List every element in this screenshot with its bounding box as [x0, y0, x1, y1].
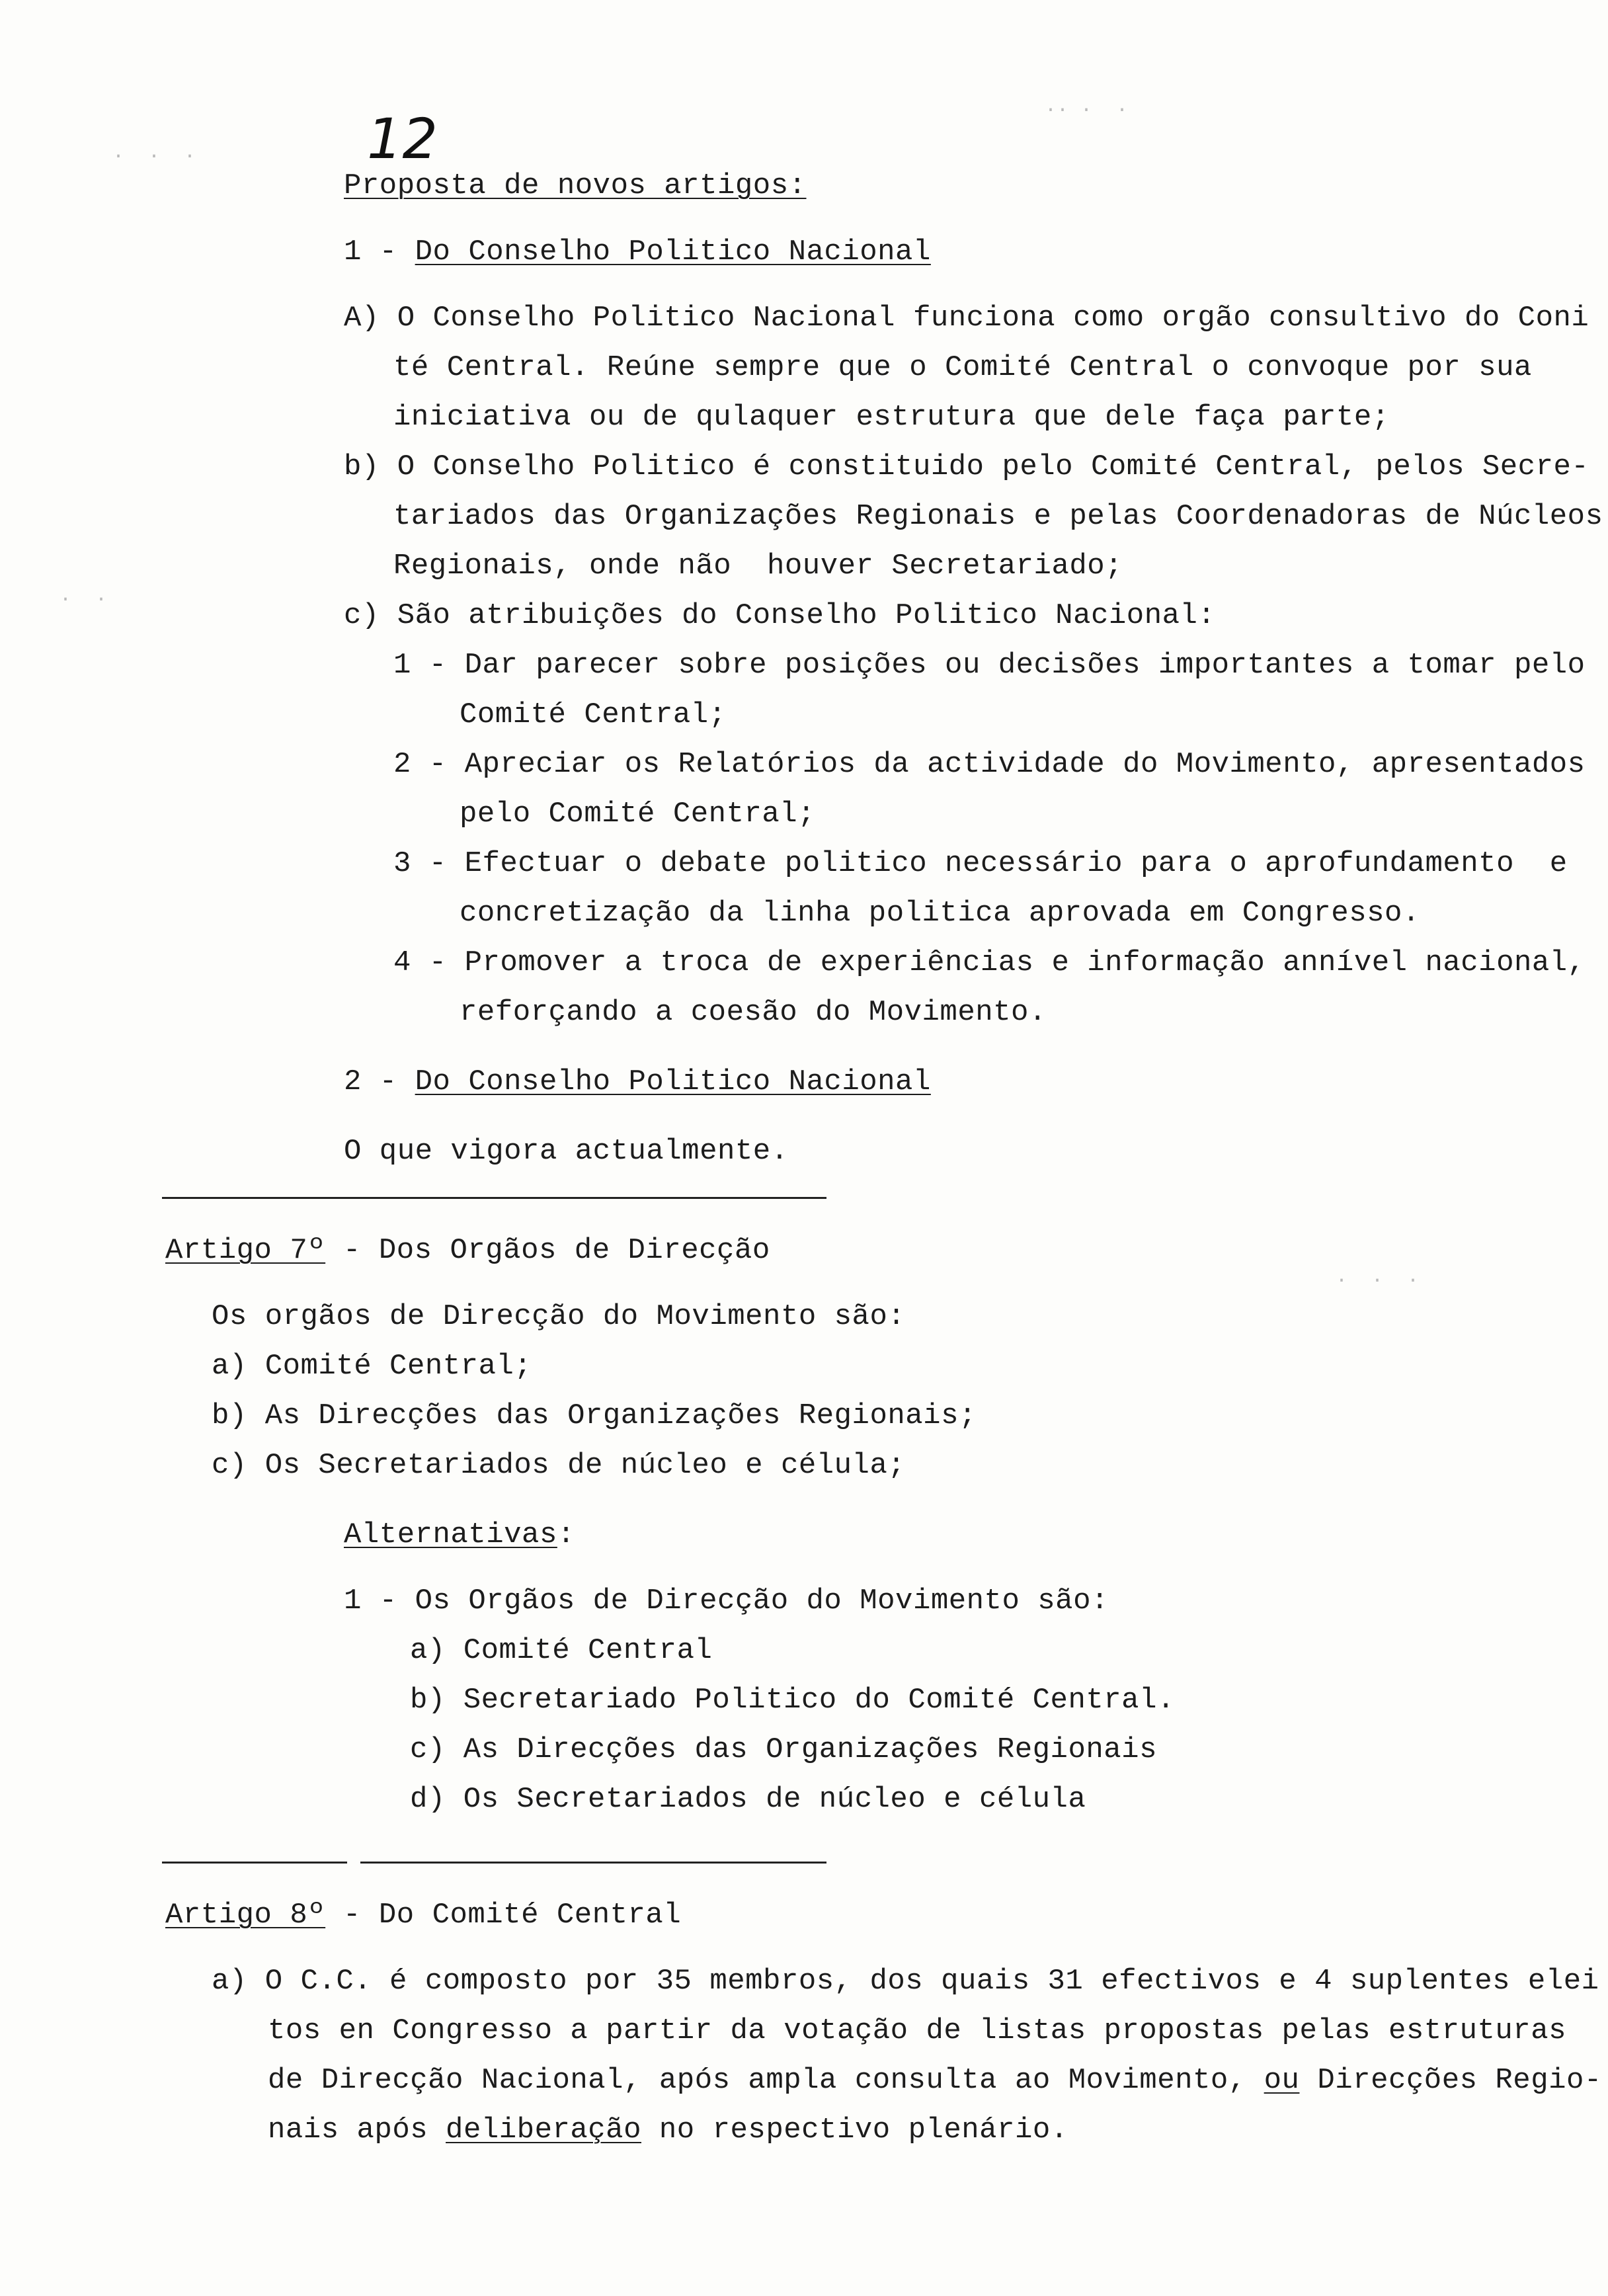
article-7-item-a: a) Comité Central; [212, 1350, 532, 1383]
article-8-line-4-head: nais após [268, 2113, 446, 2147]
item-a-line-3: iniciativa ou de qulaquer estrutura que dele faça parte; [393, 401, 1390, 434]
section-1-heading [344, 235, 931, 269]
sub-item-1-line-1: 1 - Dar parecer sobre posições ou decisões importantes a tomar pelo [393, 649, 1586, 682]
alternative-item-c: c) As Direcções das Organizações Regionais [410, 1733, 1157, 1766]
article-8-line-2: tos en Congresso a partir da votação de listas propostas pelas estruturas [268, 2014, 1567, 2047]
alternative-1: 1 - Os Orgãos de Direcção do Movimento são: [344, 1584, 1109, 1618]
section-2-heading [344, 1065, 931, 1099]
article-8-ou: ou [1264, 2064, 1300, 2097]
sub-item-4-line-2: reforçando a coesão do Movimento. [460, 996, 1047, 1029]
section-2-number: 2 - [344, 1065, 415, 1098]
article-8-line-4 [268, 2113, 1068, 2147]
alternatives-heading [344, 1518, 575, 1552]
handwritten-page-number: 12 [367, 106, 438, 171]
scan-noise: · · · [1336, 1270, 1420, 1292]
article-8-deliberacao: deliberação [446, 2113, 641, 2147]
alternatives-colon: : [557, 1518, 575, 1551]
sub-item-2-line-1: 2 - Apreciar os Relatórios da actividade do Movimento, apresentados [393, 748, 1586, 781]
article-7-heading [165, 1233, 770, 1268]
separator-rule-right [360, 1862, 826, 1864]
section-2-text: O que vigora actualmente. [344, 1135, 789, 1168]
section-2-title: Do Conselho Politico Nacional [415, 1065, 931, 1098]
alternatives-label: Alternativas [344, 1518, 557, 1551]
item-b-line-3: Regionais, onde não houver Secretariado; [393, 550, 1123, 583]
sub-item-3-line-1: 3 - Efectuar o debate politico necessário para o aprofundamento e [393, 847, 1568, 880]
article-8-line-1: a) O C.C. é composto por 35 membros, dos quais 31 efectivos e 4 suplentes elei [212, 1965, 1599, 1998]
article-7-label: Artigo 7º [165, 1234, 326, 1267]
article-7-item-b: b) As Direcções das Organizações Regionais; [212, 1399, 977, 1432]
separator-rule [162, 1197, 826, 1199]
alternative-item-a: a) Comité Central [410, 1634, 713, 1667]
sub-item-4-line-1: 4 - Promover a troca de experiências e informação annível nacional, [393, 946, 1586, 979]
alternative-item-d: d) Os Secretariados de núcleo e célula [410, 1783, 1086, 1816]
scan-noise: · · · [112, 145, 196, 168]
article-8-line-4-tail: no respectivo plenário. [641, 2113, 1068, 2147]
item-c-line: c) São atribuições do Conselho Politico Nacional: [344, 599, 1216, 632]
article-8-line-3-tail: Direcções Regio- [1299, 2064, 1602, 2097]
article-7-title: - Dos Orgãos de Direcção [325, 1234, 770, 1267]
section-1-title: Do Conselho Politico Nacional [415, 235, 931, 268]
sub-item-3-line-2: concretização da linha politica aprovada em Congresso. [460, 897, 1420, 930]
scan-noise: ·· · · [1045, 99, 1129, 122]
scan-noise: · · [60, 589, 108, 611]
item-b-line-2: tariados das Organizações Regionais e pelas Coordenadoras de Núcleos [393, 500, 1603, 533]
article-8-heading [165, 1898, 681, 1932]
article-8-line-3 [268, 2063, 1602, 2098]
item-a-line-2: té Central. Reúne sempre que o Comité Central o convoque por sua [393, 351, 1532, 384]
item-a-line-1: A) O Conselho Politico Nacional funciona como orgão consultivo do Coni [344, 302, 1589, 335]
sub-item-1-line-2: Comité Central; [460, 698, 727, 731]
sub-item-2-line-2: pelo Comité Central; [460, 798, 816, 831]
proposal-heading: Proposta de novos artigos: [344, 169, 807, 202]
separator-rule-left [162, 1862, 347, 1864]
section-1-number: 1 - [344, 235, 415, 268]
article-8-title: - Do Comité Central [325, 1899, 682, 1932]
article-8-label: Artigo 8º [165, 1899, 326, 1932]
article-7-intro: Os orgãos de Direcção do Movimento são: [212, 1300, 906, 1333]
article-8-line-3-head: de Direcção Nacional, após ampla consulta ao Movimento, [268, 2064, 1264, 2097]
article-7-item-c: c) Os Secretariados de núcleo e célula; [212, 1449, 906, 1482]
alternative-item-b: b) Secretariado Politico do Comité Central. [410, 1684, 1175, 1717]
item-b-line-1: b) O Conselho Politico é constituido pelo Comité Central, pelos Secre- [344, 450, 1589, 483]
